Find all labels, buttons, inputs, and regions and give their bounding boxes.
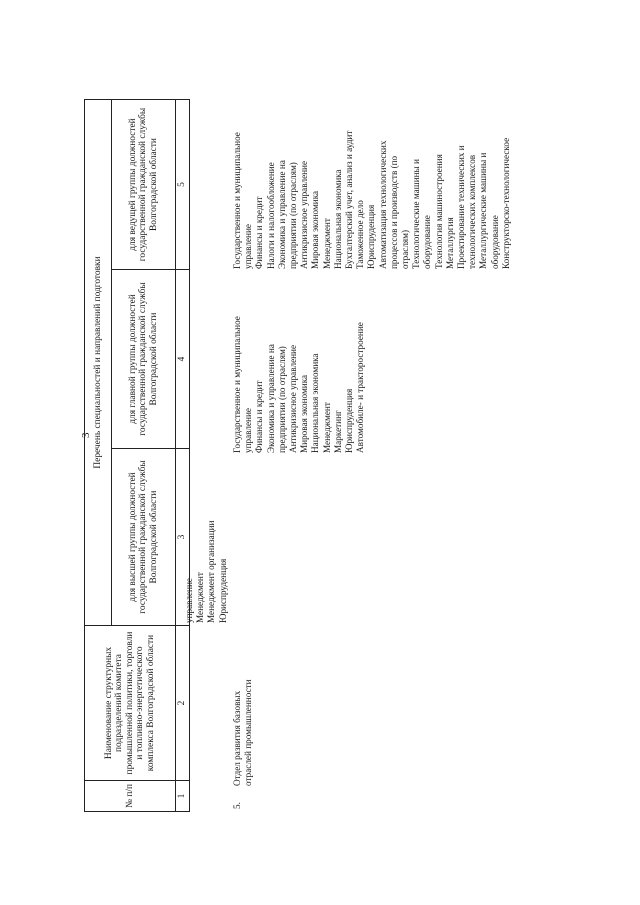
prev-continuation-list [184,521,229,623]
header-table [84,99,190,812]
list-item: Конструкторско-технологическое [500,137,511,269]
list-item: управление [184,578,194,623]
page-number: 3 [80,432,92,438]
list-item: Менеджмент [195,572,206,623]
list-item: Бухгалтерский учет, анализ и аудит [344,130,355,269]
list-item: Менеджмент [321,218,332,269]
list-item: Таможенное дело [355,200,366,269]
col-number-2: 2 [176,626,190,781]
header-col3: для высшей группы должностей государственной гражданской службы Волгоградской области [112,449,176,626]
row5-name-line: Отдел развития базовых [232,690,242,786]
row5-col4-list [232,316,366,453]
row5-name-line: отраслей промышленности [243,679,254,786]
list-item: предприятии (по отраслям) [276,346,287,453]
list-item: технологических комплексов [467,154,478,269]
list-item: отраслям) [400,229,411,269]
list-item: Финансы и кредит [254,380,265,453]
list-item: Налоги и налогообложение [265,162,276,269]
row5-col5-list [232,131,512,269]
list-item: процессов и производств (по [388,155,399,269]
list-item: Автоматизация технологических [377,140,388,269]
list-item: Менеджмент [321,402,332,453]
list-item: Финансы и кредит [254,196,265,269]
list-item: Маркетинг [332,410,343,453]
list-item: Экономика и управление на [265,344,276,453]
list-item: Экономика и управление на [276,160,287,269]
list-item: Проектирование технических и [456,145,467,269]
list-item: предприятии (по отраслям) [288,162,299,269]
list-item: Национальная экономика [332,169,343,269]
list-item: Технология машиностроения [433,154,444,269]
header-col5: для ведущей группы должностей государственной гражданской службы Волгоградской области [112,100,176,270]
list-item: Государственное и муниципальное [232,132,242,269]
col-number-3: 3 [176,449,190,626]
list-item: управление [243,224,254,269]
list-item: Мировая экономика [310,190,321,269]
list-item: оборудование [422,215,433,269]
list-item: оборудование [489,215,500,269]
list-item: Юриспруденция [366,204,377,269]
list-item: Металлургия [444,217,455,269]
header-specialties-title: Перечень специальностей и направлений подготовки [85,100,112,626]
row5-name [232,679,254,786]
header-col4: для главной группы должностей государственной гражданской службы Волгоградской области [112,270,176,449]
list-item: Антикризисное управление [288,344,299,453]
col-number-5: 5 [176,100,190,270]
list-item: Государственное и муниципальное [232,316,242,453]
list-item: Автомобиле- и тракторостроение [355,322,366,453]
list-item: Юриспруденция [344,388,355,453]
list-item: Менеджмент организации [206,520,217,623]
col-number-1: 1 [176,781,190,812]
list-item: Антикризисное управление [299,160,310,269]
row5-num: 5. [232,802,242,809]
list-item: Металлургические машины и [478,152,489,269]
header-num: № п/п [85,781,176,812]
header-name: Наименование структурных подразделений комитета промышленной политики, торговли и топливно-энергетического комплекса Волгоградской области [85,626,176,781]
col-number-4: 4 [176,270,190,449]
list-item: Национальная экономика [310,353,321,453]
list-item: Мировая экономика [299,374,310,453]
list-item: Технологические машины и [411,159,422,269]
list-item: Юриспруденция [217,558,228,623]
list-item: управление [243,408,254,453]
